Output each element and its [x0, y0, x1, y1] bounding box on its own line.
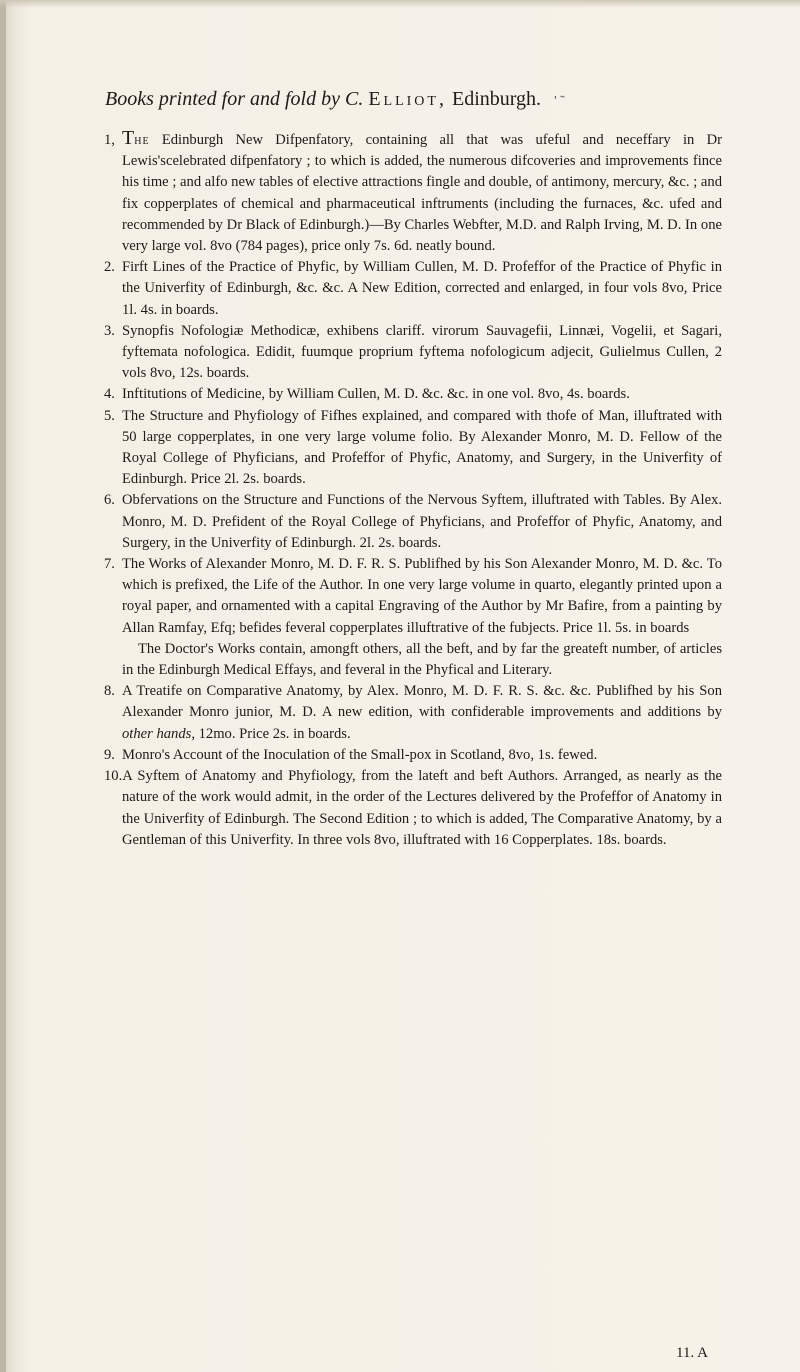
list-item	[104, 766, 722, 851]
list-item	[104, 128, 722, 257]
entry-text: The Structure and Phyfiology of Fifhes explained, and compared with thofe of Man, illuftrated with 50 large copperplates, in one very large volume folio. By Alexander Monro, M. D. Fellow of the Royal College of Phyficians, and Profeffor of Phyfic, Anatomy, and Surgery, in the Univerfity of Edinburgh. Price 2l. 2s. boards.	[122, 407, 722, 488]
binding-edge	[0, 0, 6, 1372]
list-item	[104, 384, 722, 405]
entry-number: 5.	[104, 407, 115, 424]
entry-number: 2.	[104, 259, 115, 276]
page-top-shadow	[0, 0, 800, 8]
header-place: Edinburgh.	[451, 88, 542, 110]
entry-text: Obfervations on the Structure and Functions of the Nervous Syftem, illuftrated with Tables. By Alex. Monro, M. D. Prefident of the Royal College of Phyficians, and Profeffor of Phyfic, Anatomy, and Surgery, in the Univerfity of Edinburgh. 2l. 2s. boards.	[122, 492, 722, 551]
catalogue-list	[104, 128, 722, 851]
entry-note: The Doctor's Works contain, amongft others, all the beft, and by far the greateft number, of articles in the Edinburgh Medical Effays, and feveral in the Phyfical and Literary.	[122, 640, 722, 679]
header-publisher: Elliot,	[368, 88, 447, 110]
list-item	[104, 745, 722, 766]
drop-capital: T	[122, 127, 135, 149]
entry-text: Synopfis Nofologiæ Methodicæ, exhibens clariff. virorum Sauvagefii, Linnæi, Vogelii, et Sagari, fyftemata nofologica. Edidit, fuumque proprium fyftema nofologicum adjecit, Gulielmus Cullen, 2 vols 8vo, 12s. boards.	[122, 322, 722, 382]
entry-text: Inftitutions of Medicine, by William Cullen, M. D. &c. &c. in one vol. 8vo, 4s. boards.	[122, 386, 630, 403]
header-prefix: Books printed for and fold by C.	[105, 88, 364, 110]
entry-text: A Syftem of Anatomy and Phyfiology, from the lateft and beft Authors. Arranged, as nearly as the nature of the work would admit, in the order of the Lectures delivered by the Profeffor of Anatomy in the Univerfity of Edinburgh. The Second Edition ; to which is added, The Comparative Anatomy, by a Gentleman of this Univerfity. In three vols 8vo, illuftrated with 16 Copperplates. 18s. boards.	[122, 768, 722, 848]
list-item	[104, 257, 722, 321]
list-item	[104, 321, 722, 385]
entry-number: 3.	[104, 322, 115, 339]
list-item	[104, 490, 722, 554]
catchword: 11. A	[676, 1345, 708, 1361]
entry-text: The Works of Alexander Monro, M. D. F. R. S. Publifhed by his Son Alexander Monro, M. D. &c. To which is prefixed, the Life of the Author. In one very large volume in quarto, elegantly printed upon a royal paper, and ornamented with a capital Engraving of the Author by Mr Bafire, from a painting by Allan Ramfay, Efq; befides feveral copperplates illuftrative of the fubjects. Price 1l. 5s. in boards	[122, 556, 722, 636]
entry-number: 10.	[104, 768, 123, 785]
entry-number: 1,	[104, 132, 115, 148]
entry-number: 6.	[104, 492, 115, 509]
entry-number: 4.	[104, 386, 115, 403]
running-header	[105, 88, 705, 111]
entry-number: 7.	[104, 556, 115, 573]
list-item	[104, 554, 722, 639]
entry-lead: he	[134, 132, 150, 148]
list-item	[104, 406, 722, 491]
entry-italic: other hands,	[122, 725, 195, 742]
list-item	[104, 681, 722, 745]
entry-text-end: 12mo. Price 2s. in boards.	[194, 725, 351, 742]
entry-number: 8.	[104, 683, 115, 700]
entry-text: Firft Lines of the Practice of Phyfic, by William Cullen, M. D. Profeffor of the Practice of Phyfic in the Univerfity of Edinburgh, &c. &c. A New Edition, corrected and enlarged, in four vols 8vo, Price 1l. 4s. in boards.	[122, 259, 722, 318]
entry-text: Monro's Account of the Inoculation of the Small-pox in Scotland, 8vo, 1s. fewed.	[122, 746, 598, 763]
header-mark: ' ˜	[554, 94, 565, 109]
entry-number: 9.	[104, 746, 115, 763]
entry-text: Edinburgh New Difpenfatory, containing all that was ufeful and neceffary in Dr Lewis'scelebrated difpenfatory ; to which is added, the numerous difcoveries and improvements fince his time ; and alfo new tables of elective attractions fingle and double, of antimony, mercury, &c. ; and fix copperplates of chemical and pharmaceutical inftruments (including the furnaces, &c. ufed and recommended by Dr Black of Edinburgh.)—By Charles Webfter, M.D. and Ralph Irving, M. D. In one very large vol. 8vo (784 pages), price only 7s. 6d. neatly bound.	[122, 132, 722, 255]
entry-text: A Treatife on Comparative Anatomy, by Alex. Monro, M. D. F. R. S. &c. &c. Publifhed by his Son Alexander Monro junior, M. D. A new edition, with confiderable improvements and additions by	[122, 683, 722, 721]
